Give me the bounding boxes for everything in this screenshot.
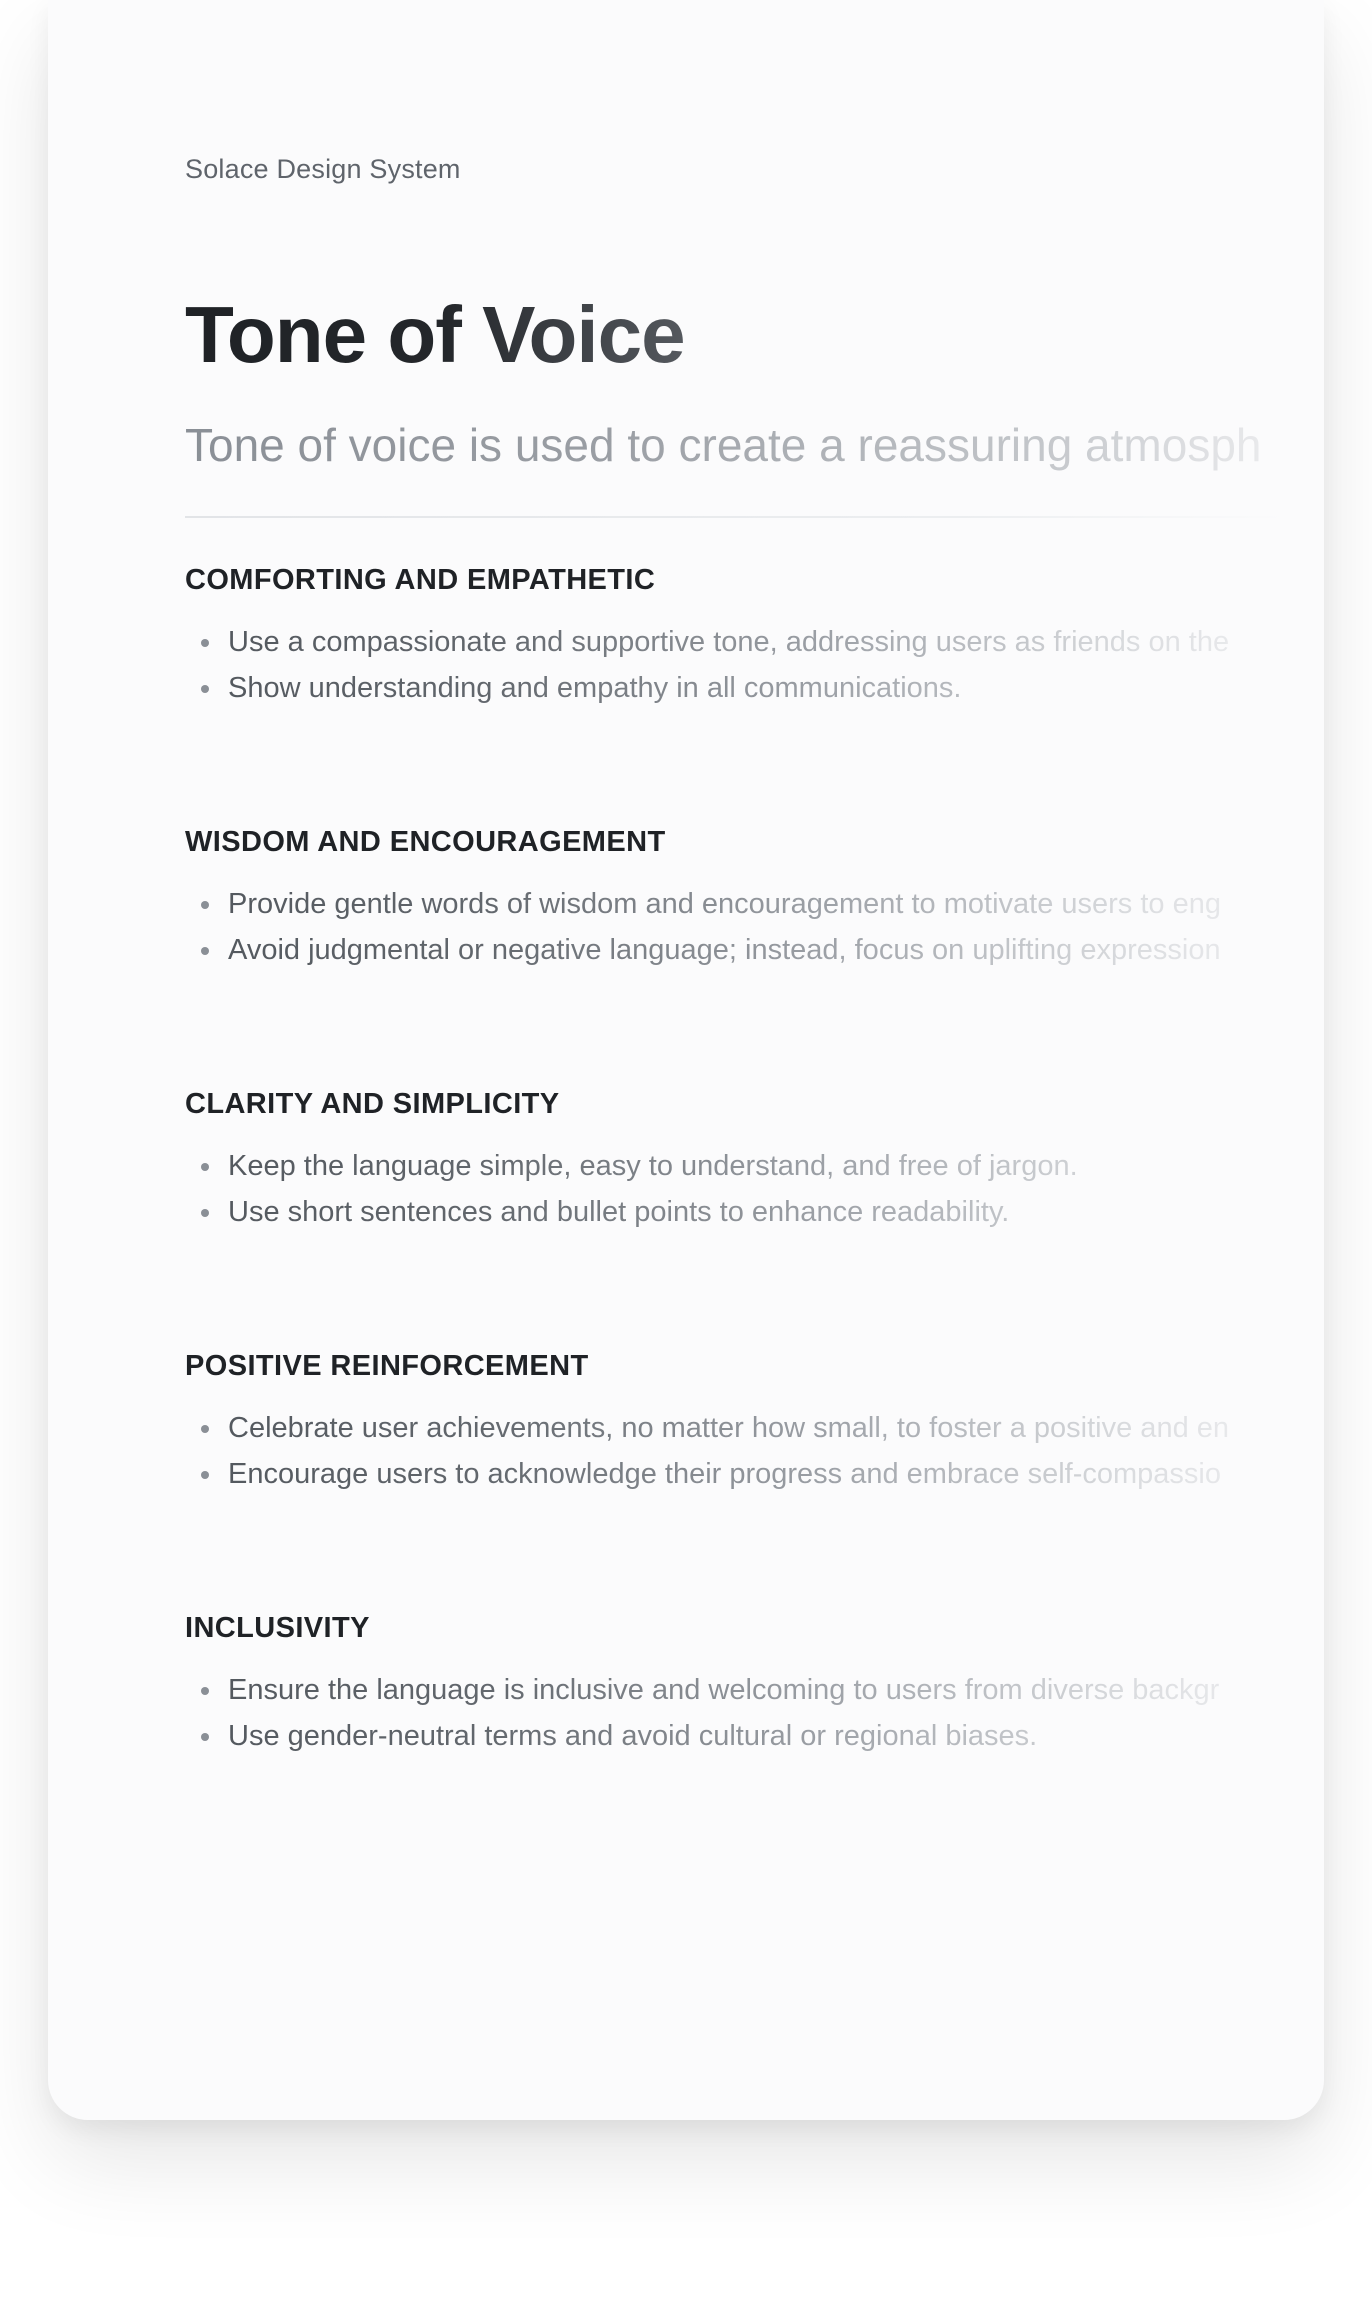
bullet-list (185, 1143, 1324, 1235)
list-item-text: Provide gentle words of wisdom and encouragement to motivate users to eng (228, 881, 1324, 927)
list-item-text: Use a compassionate and supportive tone, addressing users as friends on the (228, 619, 1324, 665)
bullet-list (185, 881, 1324, 973)
bullet-dot-icon (201, 1163, 209, 1171)
list-item-text: Show understanding and empathy in all communications. (228, 665, 1324, 711)
list-item (185, 927, 1324, 973)
bullet-dot-icon (201, 685, 209, 693)
list-item-text: Celebrate user achievements, no matter how small, to foster a positive and en (228, 1405, 1324, 1451)
page-subtitle: Tone of voice is used to create a reassuring atmosph (185, 420, 1315, 471)
bullet-dot-icon (201, 947, 209, 955)
list-item-text: Use gender-neutral terms and avoid cultural or regional biases. (228, 1713, 1324, 1759)
list-item (185, 1189, 1324, 1235)
list-item (185, 1143, 1324, 1189)
section-clarity-and-simplicity (185, 1090, 1324, 1235)
bullet-list (185, 619, 1324, 711)
section-comforting-and-empathetic (185, 566, 1324, 711)
bullet-list (185, 1405, 1324, 1497)
bullet-dot-icon (201, 1733, 209, 1741)
section-heading: WISDOM AND ENCOURAGEMENT (185, 826, 666, 858)
bullet-dot-icon (201, 1209, 209, 1217)
section-heading: POSITIVE REINFORCEMENT (185, 1350, 589, 1382)
bullet-dot-icon (201, 1471, 209, 1479)
divider (185, 516, 1285, 518)
section-positive-reinforcement (185, 1352, 1324, 1497)
list-item-text: Keep the language simple, easy to understand, and free of jargon. (228, 1143, 1324, 1189)
list-item (185, 619, 1324, 665)
list-item (185, 881, 1324, 927)
list-item-text: Use short sentences and bullet points to enhance readability. (228, 1189, 1324, 1235)
list-item-text: Avoid judgmental or negative language; instead, focus on uplifting expression (228, 927, 1324, 973)
list-item-text: Encourage users to acknowledge their progress and embrace self-compassio (228, 1451, 1324, 1497)
section-heading: COMFORTING AND EMPATHETIC (185, 564, 656, 596)
document-content (185, 0, 1324, 2120)
list-item (185, 665, 1324, 711)
section-wisdom-and-encouragement (185, 828, 1324, 973)
bullet-list (185, 1667, 1324, 1759)
list-item (185, 1451, 1324, 1497)
brand-label: Solace Design System (185, 154, 461, 184)
list-item-text: Ensure the language is inclusive and welcoming to users from diverse backgr (228, 1667, 1324, 1713)
section-heading: INCLUSIVITY (185, 1612, 370, 1644)
bullet-dot-icon (201, 901, 209, 909)
list-item (185, 1405, 1324, 1451)
list-item (185, 1667, 1324, 1713)
bullet-dot-icon (201, 639, 209, 647)
list-item (185, 1713, 1324, 1759)
section-heading: CLARITY AND SIMPLICITY (185, 1088, 560, 1120)
bullet-dot-icon (201, 1687, 209, 1695)
document-card (48, 0, 1324, 2120)
section-inclusivity (185, 1614, 1324, 1759)
bullet-dot-icon (201, 1425, 209, 1433)
page-title: Tone of Voice (185, 290, 685, 379)
